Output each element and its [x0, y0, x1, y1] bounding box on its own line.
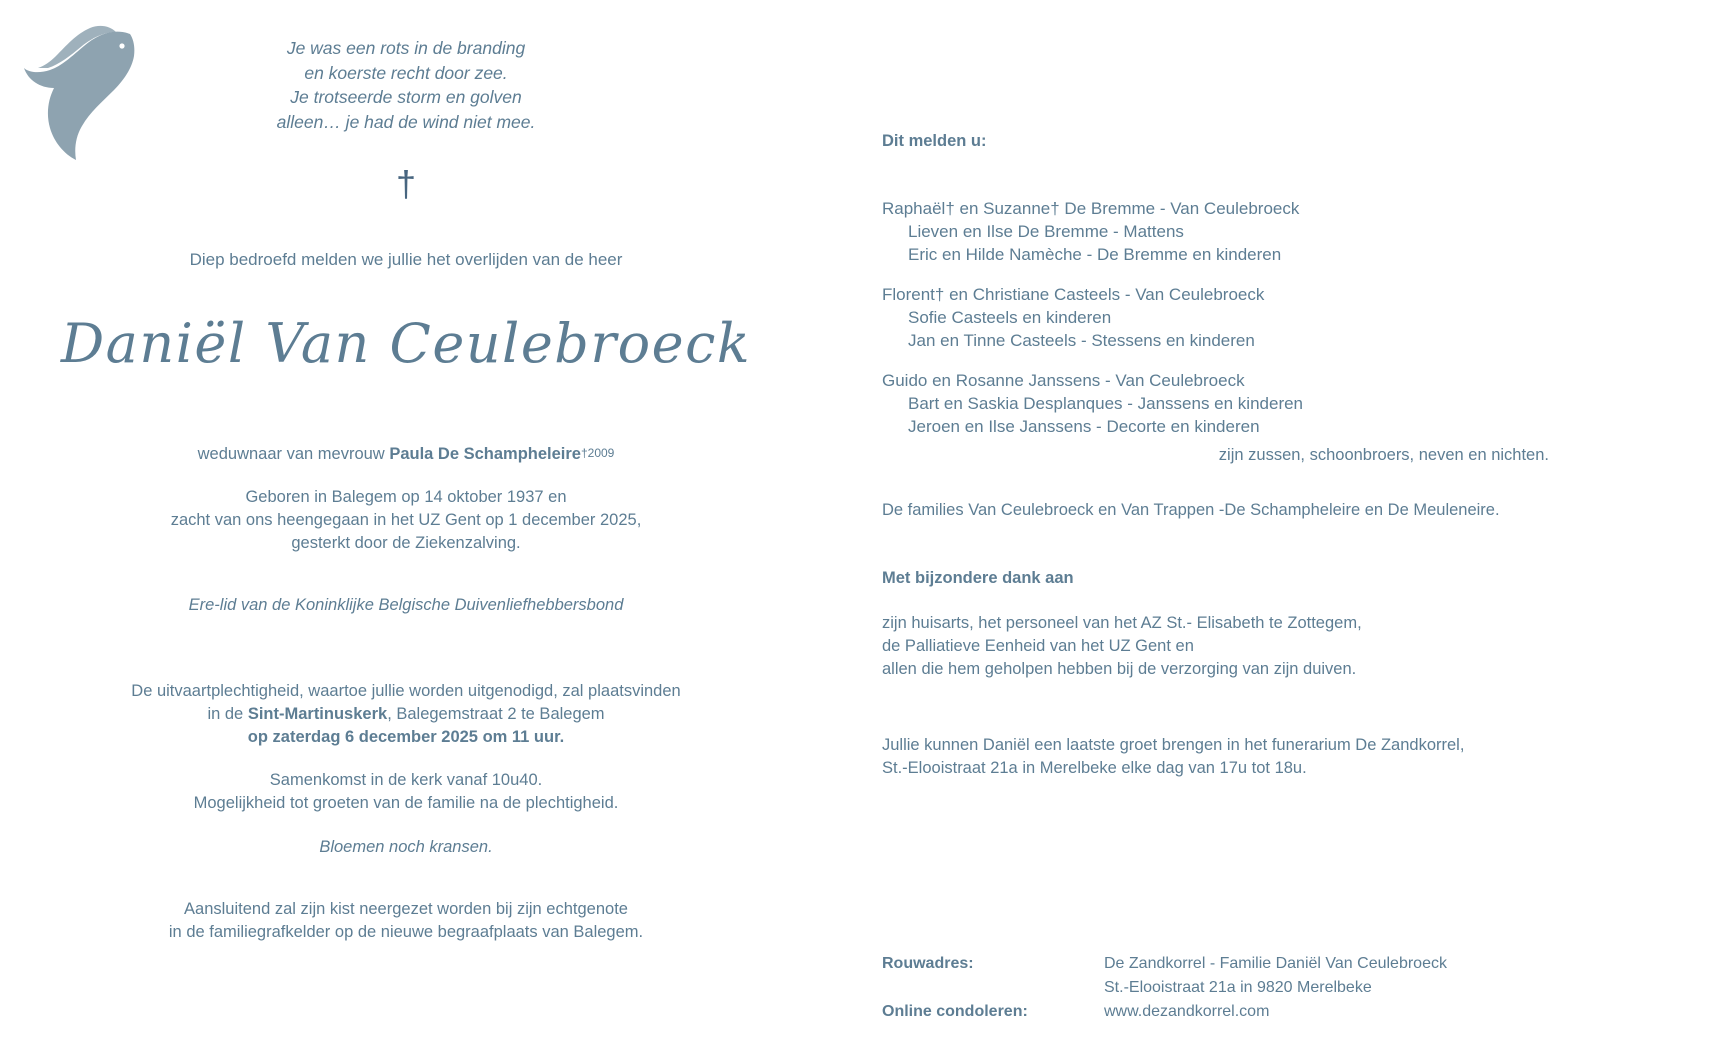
ceremony-address: , Balegemstraat 2 te Balegem: [387, 705, 605, 723]
ceremony-prefix: in de: [207, 705, 248, 723]
spouse-prefix: weduwnaar van mevrouw: [197, 445, 390, 463]
deceased-name: Daniël Van Ceulebroeck: [60, 312, 752, 375]
death-line: zacht van ons heengegaan in het UZ Gent op 1 december 2025,: [170, 511, 642, 529]
online-condolence-row: [882, 1000, 1582, 1024]
farewell-block: [882, 734, 1582, 780]
spacer: [882, 976, 1104, 1000]
thanks-block: [882, 612, 1582, 681]
online-condolence-link[interactable]: www.dezandkorrel.com: [1104, 1003, 1270, 1020]
burial-line-1: Aansluitend zal zijn kist neergezet worden bij zijn echtgenote: [184, 900, 628, 918]
family-child: Eric en Hilde Namèche - De Bremme en kinderen: [908, 245, 1282, 264]
family-child: Bart en Saskia Desplanques - Janssens en kinderen: [908, 394, 1304, 413]
right-panel: [860, 0, 1720, 1039]
online-condolence-label: Online condoleren:: [882, 1003, 1028, 1020]
mourning-address-row: [882, 952, 1582, 976]
greeting-line: Mogelijkheid tot groeten van de familie na de plechtigheid.: [193, 794, 619, 812]
thanks-line: allen die hem geholpen hebben bij de verzorging van zijn duiven.: [882, 660, 1357, 678]
address-block: [882, 952, 1582, 1024]
honor-line: Ere-lid van de Koninklijke Belgische Duivenliefhebbersbond: [188, 596, 624, 614]
spouse-name: Paula De Schampheleire: [389, 445, 581, 463]
poem-line: en koerste recht door zee.: [304, 62, 508, 83]
gathering-block: [0, 769, 812, 815]
family-group: [882, 283, 1264, 352]
thanks-line: de Palliatieve Eenheid van het UZ Gent en: [882, 637, 1194, 655]
ceremony-block: [0, 680, 812, 749]
thanks-line: zijn huisarts, het personeel van het AZ St.- Elisabeth te Zottegem,: [882, 614, 1362, 632]
birth-line: Geboren in Balegem op 14 oktober 1937 en: [245, 488, 567, 506]
mourning-address-row-2: [882, 976, 1582, 1000]
announcement-text: Diep bedroefd melden we jullie het overlijden van de heer: [189, 250, 623, 269]
poem-line: alleen… je had de wind niet mee.: [276, 111, 536, 132]
spouse-death-year: †2009: [580, 446, 615, 460]
sisters-line: zijn zussen, schoonbroers, neven en nichten.: [1218, 446, 1549, 464]
poem-line: Je was een rots in de branding: [286, 38, 526, 58]
spouse-line: [0, 442, 812, 466]
family-parents: Raphaël† en Suzanne† De Bremme - Van Ceulebroeck: [882, 199, 1300, 218]
cross-icon: †: [395, 163, 417, 204]
burial-line-2: in de familiegrafkelder op de nieuwe begraafplaats van Balegem.: [168, 923, 644, 941]
families-line: De families Van Ceulebroeck en Van Trappen -De Schampheleire en De Meuleneire.: [882, 501, 1500, 519]
mourning-address-value: De Zandkorrel - Familie Daniël Van Ceulebroeck: [1104, 955, 1447, 972]
sacrament-line: gesterkt door de Ziekenzalving.: [291, 534, 521, 552]
ceremony-datetime: op zaterdag 6 december 2025 om 11 uur.: [247, 728, 565, 746]
family-parents: Florent† en Christiane Casteels - Van Ceulebroeck: [882, 285, 1265, 304]
burial-block: [0, 898, 812, 944]
poem: [0, 36, 812, 134]
church-name: Sint-Martinuskerk: [247, 705, 388, 723]
family-child: Jeroen en Ilse Janssens - Decorte en kinderen: [908, 417, 1260, 436]
family-child: Jan en Tinne Casteels - Stessens en kinderen: [908, 331, 1255, 350]
family-parents: Guido en Rosanne Janssens - Van Ceulebroeck: [882, 371, 1245, 390]
notify-heading: Dit melden u:: [882, 132, 987, 150]
poem-line: Je trotseerde storm en golven: [290, 87, 522, 107]
farewell-line: Jullie kunnen Daniël een laatste groet brengen in het funerarium De Zandkorrel,: [882, 736, 1465, 754]
ceremony-line-1: De uitvaartplechtigheid, waartoe jullie worden uitgenodigd, zal plaatsvinden: [131, 682, 681, 700]
mourning-address-value-2: St.-Elooistraat 21a in 9820 Merelbeke: [1104, 979, 1372, 996]
flowers-note: Bloemen noch kransen.: [319, 838, 493, 856]
thanks-heading: Met bijzondere dank aan: [882, 569, 1074, 587]
ceremony-line-2: [0, 703, 812, 726]
family-group: [882, 197, 1299, 266]
birth-death-block: [0, 486, 812, 555]
family-group: [882, 369, 1303, 438]
gathering-line: Samenkomst in de kerk vanaf 10u40.: [269, 771, 543, 789]
family-child: Lieven en Ilse De Bremme - Mattens: [908, 222, 1184, 241]
mourning-address-label: Rouwadres:: [882, 955, 974, 972]
farewell-line: St.-Elooistraat 21a in Merelbeke elke dag van 17u tot 18u.: [882, 759, 1307, 777]
family-child: Sofie Casteels en kinderen: [908, 308, 1112, 327]
